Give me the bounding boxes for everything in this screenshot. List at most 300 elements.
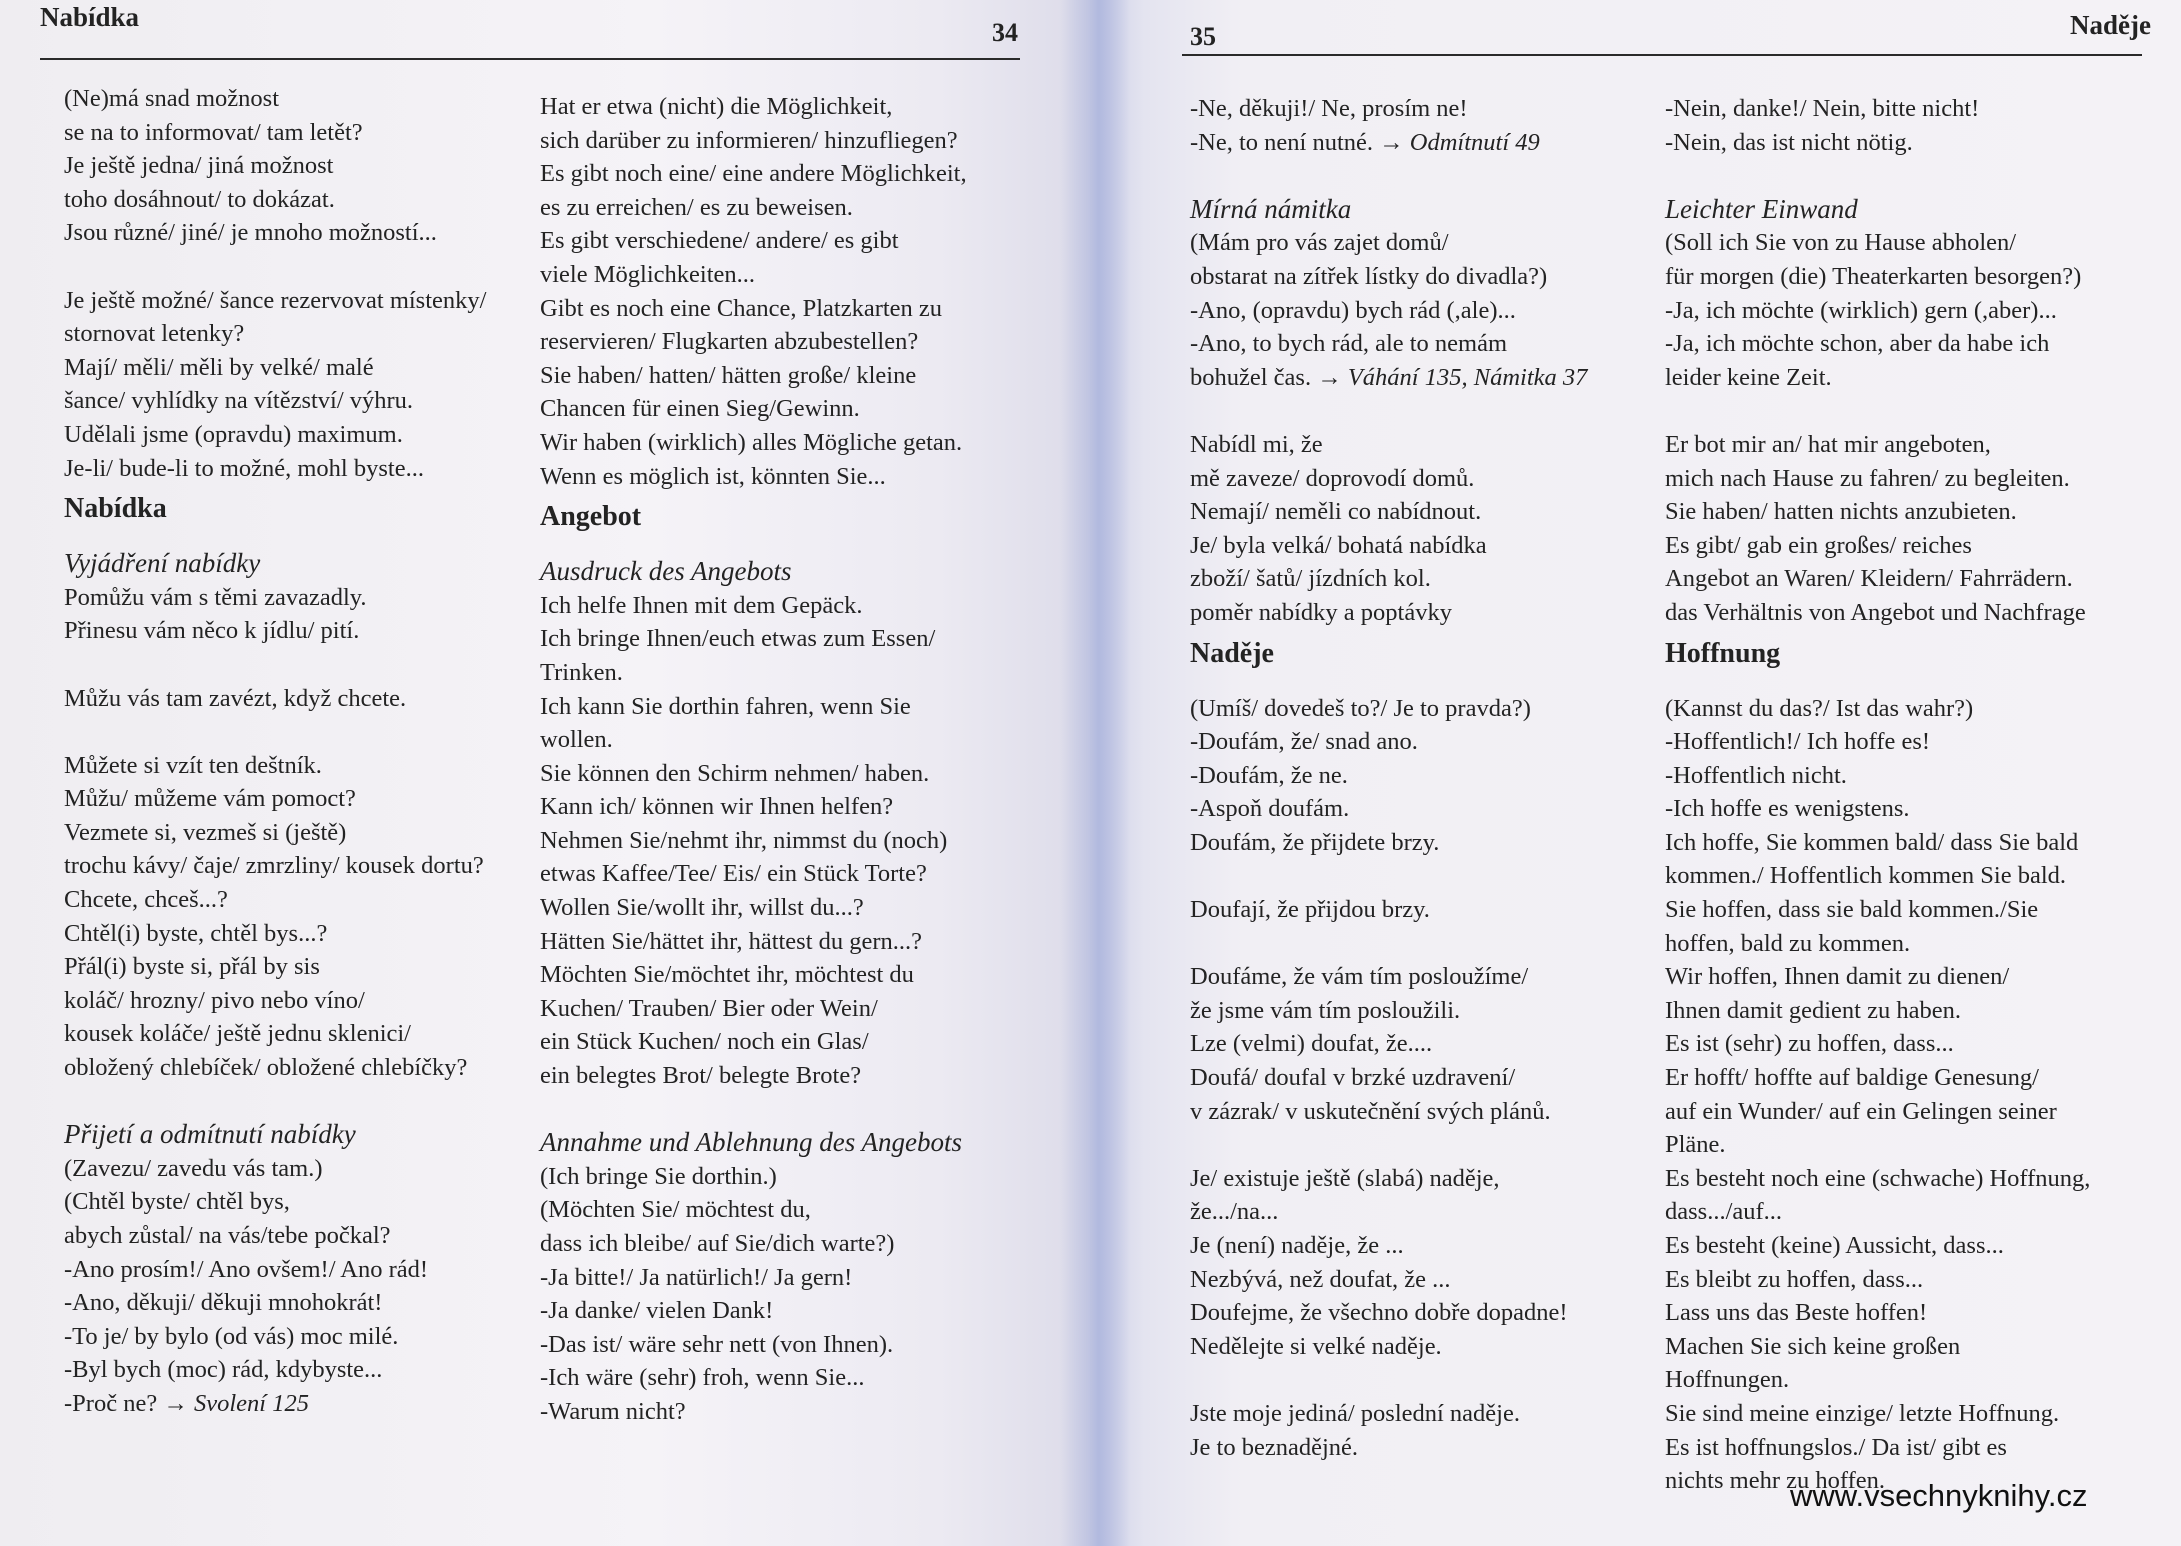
phrase-line (1190, 495, 1650, 529)
phrase-text: Pomůžu vám s těmi zavazadly. (64, 583, 367, 611)
phrase-line (1665, 1263, 2145, 1297)
phrase-line (1665, 428, 2145, 462)
phrase-text: Jsou různé/ jiné/ je mnoho možností... (64, 219, 437, 247)
phrase-text: Přinesu vám něco k jídlu/ pití. (64, 617, 360, 645)
phrase-text: hoffen, bald zu kommen. (1665, 929, 1911, 957)
phrase-text: Je/ byla velká/ bohatá nabídka (1190, 531, 1487, 559)
phrase-line (64, 1286, 524, 1320)
blank-line (1190, 1363, 1650, 1397)
phrase-line (64, 116, 524, 150)
phrase-line (1190, 92, 1650, 126)
phrase-line (1665, 1363, 2145, 1397)
phrase-line (64, 1253, 524, 1287)
phrase-line (1665, 1397, 2145, 1431)
phrase-text: Pläne. (1665, 1131, 1726, 1159)
phrase-line (1665, 1162, 2145, 1196)
phrase-line (1665, 859, 2145, 893)
phrase-line (64, 749, 524, 783)
phrase-text: das Verhältnis von Angebot und Nachfrage (1665, 598, 2086, 626)
phrase-text: Sie können den Schirm nehmen/ haben. (540, 759, 930, 787)
phrase-text: Wir haben (wirklich) alles Mögliche getan. (540, 428, 963, 456)
phrase-line (540, 1361, 1020, 1395)
phrase-text: Nehmen Sie/nehmt ihr, nimmst du (noch) (540, 826, 948, 854)
subsection-heading (540, 1126, 1020, 1160)
phrase-line (64, 284, 524, 318)
phrase-text: viele Möglichkeiten... (540, 260, 755, 288)
left-czech-column (64, 82, 524, 1421)
phrase-text: abych zůstal/ na vás/tebe počkal? (64, 1222, 391, 1249)
blank-line (1190, 927, 1650, 961)
phrase-text: že jsme vám tím posloužili. (1190, 996, 1461, 1024)
phrase-text: Přijetí a odmítnutí nabídky (64, 1119, 356, 1150)
phrase-text: -Doufám, že ne. (1190, 761, 1348, 789)
phrase-text: Ich hoffe, Sie kommen bald/ dass Sie bald (1665, 828, 2079, 856)
phrase-line (540, 1193, 1020, 1227)
section-heading (1190, 636, 1650, 672)
phrase-line (540, 891, 1020, 925)
phrase-text: Přál(i) byste si, přál by sis (64, 953, 320, 981)
phrase-line (1190, 126, 1650, 160)
phrase-text: -Ja, ich möchte (wirklich) gern (,aber)... (1665, 296, 2057, 324)
phrase-line (540, 90, 1020, 124)
phrase-line (1665, 826, 2145, 860)
phrase-text: leider keine Zeit. (1665, 363, 1832, 391)
section-heading (1665, 636, 2145, 672)
phrase-line (64, 849, 524, 883)
phrase-text: Udělali jsme (opravdu) maximum. (64, 420, 403, 448)
phrase-text: Je to beznadějné. (1190, 1433, 1359, 1461)
phrase-line (1190, 529, 1650, 563)
phrase-text: -Ja danke/ vielen Dank! (540, 1297, 774, 1325)
phrase-text: Vezmete si, vezmeš si (ještě) (64, 818, 347, 846)
phrase-text: Je-li/ bude-li to možné, mohl byste... (64, 454, 424, 482)
phrase-line (1190, 826, 1650, 860)
phrase-text: Vyjádření nabídky (64, 548, 261, 579)
phrase-text: Es besteht noch eine (schwache) Hoffnung, (1665, 1164, 2091, 1192)
phrase-text: auf ein Wunder/ auf ein Gelingen seiner (1665, 1097, 2057, 1125)
phrase-text: se na to informovat/ tam letět? (64, 118, 363, 146)
phrase-line (540, 359, 1020, 393)
phrase-text: Machen Sie sich keine großen (1665, 1332, 1961, 1360)
phrase-text: Es bleibt zu hoffen, dass... (1665, 1265, 1924, 1293)
phrase-line (1665, 759, 2145, 793)
phrase-text: für morgen (die) Theaterkarten besorgen?) (1665, 262, 2082, 290)
phrase-line (540, 1059, 1020, 1093)
phrase-text: Je ještě jedna/ jiná možnost (64, 152, 334, 180)
phrase-text: sich darüber zu informieren/ hinzufliegen? (540, 126, 958, 154)
phrase-text: -Ano, děkuji/ děkuji mnohokrát! (64, 1289, 383, 1317)
phrase-text: Je/ existuje ještě (slabá) naděje, (1190, 1164, 1500, 1192)
phrase-line (1665, 1128, 2145, 1162)
phrase-text: Ich bringe Ihnen/euch etwas zum Essen/ (540, 625, 936, 653)
phrase-line (1665, 893, 2145, 927)
phrase-text: Wenn es möglich ist, könnten Sie... (540, 462, 886, 490)
phrase-line (64, 82, 524, 116)
phrase-line (1665, 1027, 2145, 1061)
phrase-line (1665, 960, 2145, 994)
phrase-text: dass.../auf... (1665, 1198, 1783, 1226)
phrase-line (1190, 361, 1650, 395)
left-page-number: 34 (992, 18, 1018, 47)
phrase-text: koláč/ hrozny/ pivo nebo víno/ (64, 986, 365, 1014)
phrase-line (540, 1395, 1020, 1429)
phrase-line (1190, 1296, 1650, 1330)
phrase-text: Hoffnungen. (1665, 1366, 1790, 1394)
phrase-text: (Chtěl byste/ chtěl bys, (64, 1188, 290, 1216)
phrase-line (1190, 1229, 1650, 1263)
phrase-line (1190, 1263, 1650, 1297)
phrase-line (64, 1320, 524, 1354)
phrase-line (540, 857, 1020, 891)
blank-line (1190, 394, 1650, 428)
phrase-line (1190, 1027, 1650, 1061)
phrase-text: -Nein, das ist nicht nötig. (1665, 128, 1913, 156)
left-german-column (540, 90, 1020, 1429)
phrase-line (1190, 1061, 1650, 1095)
phrase-text: Můžete si vzít ten deštník. (64, 751, 322, 779)
right-czech-column (1190, 92, 1650, 1464)
phrase-line (1190, 226, 1650, 260)
blank-line (64, 715, 524, 749)
phrase-text: Möchten Sie/möchtet ihr, möchtest du (540, 961, 914, 989)
phrase-line (1665, 725, 2145, 759)
phrase-text: Kuchen/ Trauben/ Bier oder Wein/ (540, 994, 878, 1022)
phrase-line (1190, 1095, 1650, 1129)
phrase-text: Mají/ měli/ měli by velké/ malé (64, 353, 374, 381)
phrase-line (540, 1227, 1020, 1261)
phrase-text: Angebot (540, 501, 642, 533)
phrase-line (64, 452, 524, 486)
phrase-text: Doufejme, že všechno dobře dopadne! (1190, 1299, 1568, 1327)
subsection-heading (64, 1118, 524, 1152)
phrase-line (1190, 792, 1650, 826)
blank-line (1665, 394, 2145, 428)
phrase-line (64, 917, 524, 951)
phrase-text: es zu erreichen/ es zu beweisen. (540, 193, 853, 221)
phrase-text: Můžu vás tam zavézt, když chcete. (64, 684, 407, 712)
phrase-line (1665, 596, 2145, 630)
phrase-line (1190, 725, 1650, 759)
phrase-text: Doufáme, že vám tím posloužíme/ (1190, 963, 1529, 991)
phrase-line (1665, 1229, 2145, 1263)
phrase-text: (Ne)má snad možnost (64, 85, 279, 112)
phrase-text: Es gibt noch eine/ eine andere Möglichkeit, (540, 160, 967, 188)
phrase-line (1665, 226, 2145, 260)
phrase-text: -To je/ by bylo (od vás) moc milé. (64, 1322, 399, 1350)
left-header-rule (40, 58, 1020, 60)
phrase-line (1665, 927, 2145, 961)
phrase-text: trochu kávy/ čaje/ zmrzliny/ kousek dortu? (64, 852, 484, 880)
phrase-text: Sie haben/ hatten nichts anzubieten. (1665, 498, 2017, 526)
phrase-text: dass ich bleibe/ auf Sie/dich warte?) (540, 1230, 895, 1257)
phrase-text: kousek koláče/ ještě jednu sklenici/ (64, 1020, 411, 1048)
phrase-text: mich nach Hause zu fahren/ zu begleiten. (1665, 464, 2070, 492)
phrase-text: Hat er etwa (nicht) die Möglichkeit, (540, 93, 893, 120)
phrase-text: Lze (velmi) doufat, že.... (1190, 1030, 1433, 1058)
phrase-line (540, 656, 1020, 690)
left-page (0, 0, 1090, 1546)
right-page-number: 35 (1190, 22, 1216, 51)
phrase-line (64, 351, 524, 385)
phrase-line (1190, 462, 1650, 496)
phrase-line (540, 1261, 1020, 1295)
cross-reference: → Svolení 125 (163, 1389, 309, 1417)
phrase-line (1190, 960, 1650, 994)
phrase-line (540, 392, 1020, 426)
phrase-text: -Ano, to bych rád, ale to nemám (1190, 330, 1508, 358)
phrase-text: -Ne, děkuji!/ Ne, prosím ne! (1190, 95, 1468, 122)
phrase-text: šance/ vyhlídky na vítězství/ výhru. (64, 387, 414, 415)
phrase-text: -Byl bych (moc) rád, kdybyste... (64, 1356, 383, 1384)
phrase-line (1190, 1330, 1650, 1364)
phrase-text: -Warum nicht? (540, 1397, 686, 1425)
phrase-line (540, 191, 1020, 225)
phrase-text: Jste moje jediná/ poslední naděje. (1190, 1399, 1520, 1427)
phrase-line (64, 1051, 524, 1085)
phrase-line (1190, 1431, 1650, 1465)
phrase-line (540, 1025, 1020, 1059)
phrase-text: Chcete, chceš...? (64, 886, 228, 914)
phrase-text: že.../na... (1190, 1198, 1279, 1226)
phrase-line (1665, 1061, 2145, 1095)
phrase-text: (Ich bringe Sie dorthin.) (540, 1162, 777, 1190)
phrase-text: Mírná námitka (1190, 193, 1352, 224)
phrase-text: Wollen Sie/wollt ihr, willst du...? (540, 894, 864, 922)
phrase-text: -Das ist/ wäre sehr nett (von Ihnen). (540, 1330, 894, 1358)
phrase-text: Hoffnung (1665, 637, 1781, 669)
phrase-line (1665, 562, 2145, 596)
phrase-line (64, 418, 524, 452)
phrase-text: Chancen für einen Sieg/Gewinn. (540, 395, 860, 423)
subsection-heading (64, 547, 524, 581)
blank-line (1665, 159, 2145, 193)
phrase-line (64, 682, 524, 716)
phrase-text: Wir hoffen, Ihnen damit zu dienen/ (1665, 963, 2010, 991)
right-page (1090, 0, 2181, 1546)
phrase-line (1665, 529, 2145, 563)
phrase-text: -Ich wäre (sehr) froh, wenn Sie... (540, 1364, 865, 1392)
phrase-text: obstarat na zítřek lístky do divadla?) (1190, 262, 1548, 290)
phrase-line (540, 292, 1020, 326)
phrase-text: (Mám pro vás zajet domů/ (1190, 229, 1449, 257)
phrase-line (1665, 1296, 2145, 1330)
section-heading (64, 491, 524, 527)
phrase-line (540, 690, 1020, 724)
phrase-text: Es ist (sehr) zu hoffen, dass... (1665, 1030, 1954, 1058)
phrase-line (1190, 893, 1650, 927)
phrase-line (64, 950, 524, 984)
phrase-text: Gibt es noch eine Chance, Platzkarten zu (540, 294, 943, 322)
phrase-line (1665, 1095, 2145, 1129)
phrase-text: Ich helfe Ihnen mit dem Gepäck. (540, 591, 863, 619)
phrase-text: bohužel čas. (1190, 363, 1318, 391)
phrase-text: Doufá/ doufal v brzké uzdravení/ (1190, 1064, 1516, 1092)
phrase-line (1190, 692, 1650, 726)
phrase-line (64, 183, 524, 217)
subsection-heading (1665, 193, 2145, 227)
phrase-text: Doufají, že přijdou brzy. (1190, 896, 1430, 924)
phrase-text: stornovat letenky? (64, 320, 245, 348)
phrase-line (1665, 1431, 2145, 1465)
phrase-line (540, 992, 1020, 1026)
phrase-text: Trinken. (540, 658, 623, 686)
phrase-text: Chtěl(i) byste, chtěl bys...? (64, 919, 328, 947)
phrase-text: (Soll ich Sie von zu Hause abholen/ (1665, 229, 2017, 257)
phrase-line (540, 460, 1020, 494)
phrase-text: -Ne, to není nutné. (1190, 128, 1380, 156)
phrase-line (64, 216, 524, 250)
blank-line (1190, 1128, 1650, 1162)
phrase-line (540, 757, 1020, 791)
phrase-line (540, 426, 1020, 460)
phrase-line (1665, 1330, 2145, 1364)
phrase-line (1190, 428, 1650, 462)
phrase-line (540, 1294, 1020, 1328)
phrase-line (1665, 692, 2145, 726)
phrase-text: Hätten Sie/hättet ihr, hättest du gern...? (540, 927, 923, 955)
phrase-line (64, 984, 524, 1018)
phrase-line (1190, 1162, 1650, 1196)
phrase-text: Nezbývá, než doufat, že ... (1190, 1265, 1451, 1293)
blank-line (1190, 859, 1650, 893)
phrase-text: poměr nabídky a poptávky (1190, 598, 1452, 626)
phrase-line (64, 1353, 524, 1387)
phrase-text: nichts mehr zu hoffen. (1665, 1467, 1885, 1495)
phrase-text: Ich kann Sie dorthin fahren, wenn Sie (540, 692, 911, 720)
phrase-line (1665, 126, 2145, 160)
phrase-text: kommen./ Hoffentlich kommen Sie bald. (1665, 862, 2067, 890)
phrase-line (540, 124, 1020, 158)
phrase-text: Ihnen damit gedient zu haben. (1665, 996, 1961, 1024)
phrase-line (64, 614, 524, 648)
phrase-line (64, 1387, 524, 1421)
phrase-line (64, 782, 524, 816)
phrase-text: Je ještě možné/ šance rezervovat místenky/ (64, 286, 487, 314)
phrase-text: Naděje (1190, 637, 1274, 669)
subsection-heading (1190, 193, 1650, 227)
cross-reference: → Odmítnutí 49 (1379, 128, 1540, 156)
phrase-text: (Zavezu/ zavedu vás tam.) (64, 1154, 323, 1182)
phrase-text: Sie hoffen, dass sie bald kommen./Sie (1665, 896, 2039, 924)
phrase-line (540, 622, 1020, 656)
phrase-line (1190, 260, 1650, 294)
phrase-line (540, 325, 1020, 359)
phrase-line (540, 1328, 1020, 1362)
phrase-text: -Aspoň doufám. (1190, 795, 1350, 823)
phrase-line (1665, 495, 2145, 529)
phrase-line (1190, 759, 1650, 793)
left-running-head: Nabídka (40, 2, 140, 32)
phrase-text: -Nein, danke!/ Nein, bitte nicht! (1665, 95, 1980, 122)
phrase-line (1665, 260, 2145, 294)
phrase-line (1665, 462, 2145, 496)
phrase-line (1190, 1397, 1650, 1431)
phrase-text: Nemají/ neměli co nabídnout. (1190, 498, 1482, 526)
phrase-line (64, 1219, 524, 1253)
phrase-line (64, 317, 524, 351)
phrase-line (1665, 327, 2145, 361)
phrase-text: Es gibt verschiedene/ andere/ es gibt (540, 227, 899, 255)
phrase-text: Angebot an Waren/ Kleidern/ Fahrrädern. (1665, 565, 2073, 593)
phrase-text: wollen. (540, 726, 613, 754)
phrase-line (1190, 294, 1650, 328)
right-running-head: Naděje (2070, 10, 2151, 40)
phrase-text: Můžu/ můžeme vám pomoct? (64, 785, 356, 813)
phrase-text: -Hoffentlich nicht. (1665, 761, 1847, 789)
phrase-text: (Kannst du das?/ Ist das wahr?) (1665, 694, 1974, 722)
phrase-text: Er bot mir an/ hat mir angeboten, (1665, 430, 1991, 458)
phrase-text: Ausdruck des Angebots (540, 556, 792, 587)
phrase-text: ein Stück Kuchen/ noch ein Glas/ (540, 1028, 869, 1056)
section-heading (540, 499, 1020, 535)
phrase-text: zboží/ šatů/ jízdních kol. (1190, 565, 1431, 593)
phrase-line (1190, 562, 1650, 596)
right-german-column (1665, 92, 2145, 1498)
phrase-line (1665, 361, 2145, 395)
subsection-heading (540, 555, 1020, 589)
phrase-text: Es ist hoffnungslos./ Da ist/ gibt es (1665, 1433, 2007, 1461)
phrase-text: v zázrak/ v uskutečnění svých plánů. (1190, 1097, 1551, 1125)
phrase-line (540, 157, 1020, 191)
phrase-line (1190, 596, 1650, 630)
phrase-text: -Ich hoffe es wenigstens. (1665, 795, 1910, 823)
phrase-text: Er hofft/ hoffte auf baldige Genesung/ (1665, 1064, 2039, 1092)
phrase-text: Es besteht (keine) Aussicht, dass... (1665, 1232, 2004, 1259)
phrase-text: -Doufám, že/ snad ano. (1190, 728, 1418, 756)
phrase-line (540, 958, 1020, 992)
right-header-rule (1182, 54, 2142, 56)
phrase-text: Leichter Einwand (1665, 193, 1858, 224)
blank-line (64, 1085, 524, 1119)
blank-line (540, 1093, 1020, 1127)
phrase-text: Je (není) naděje, že ... (1190, 1232, 1404, 1259)
phrase-line (540, 824, 1020, 858)
phrase-text: Lass uns das Beste hoffen! (1665, 1299, 1928, 1327)
phrase-text: Doufám, že přijdete brzy. (1190, 828, 1440, 856)
phrase-line (540, 723, 1020, 757)
phrase-text: etwas Kaffee/Tee/ Eis/ ein Stück Torte? (540, 860, 927, 888)
phrase-line (1190, 1195, 1650, 1229)
phrase-text: toho dosáhnout/ to dokázat. (64, 185, 335, 213)
phrase-line (540, 925, 1020, 959)
phrase-text: Nabídka (64, 493, 167, 525)
phrase-line (64, 384, 524, 418)
phrase-text: -Ja bitte!/ Ja natürlich!/ Ja gern! (540, 1263, 853, 1291)
phrase-text: ein belegtes Brot/ belegte Brote? (540, 1062, 862, 1090)
phrase-line (540, 790, 1020, 824)
phrase-text: -Hoffentlich!/ Ich hoffe es! (1665, 728, 1931, 756)
phrase-text: -Ja, ich möchte schon, aber da habe ich (1665, 330, 2050, 358)
phrase-text: Sie haben/ hatten/ hätten große/ kleine (540, 361, 917, 389)
blank-line (1190, 159, 1650, 193)
phrase-text: mě zaveze/ doprovodí domů. (1190, 464, 1475, 492)
phrase-line (64, 1152, 524, 1186)
phrase-text: reservieren/ Flugkarten abzubestellen? (540, 328, 919, 356)
phrase-line (540, 258, 1020, 292)
phrase-text: Nedělejte si velké naděje. (1190, 1332, 1442, 1360)
phrase-text: Kann ich/ können wir Ihnen helfen? (540, 793, 894, 821)
blank-line (64, 648, 524, 682)
phrase-text: Sie sind meine einzige/ letzte Hoffnung. (1665, 1399, 2060, 1427)
phrase-text: -Proč ne? (64, 1389, 164, 1417)
phrase-line (64, 1185, 524, 1219)
phrase-text: (Möchten Sie/ möchtest du, (540, 1196, 811, 1224)
phrase-text: Es gibt/ gab ein großes/ reiches (1665, 531, 1972, 559)
phrase-text: Annahme und Ablehnung des Angebots (540, 1127, 962, 1158)
phrase-text: -Ano prosím!/ Ano ovšem!/ Ano rád! (64, 1255, 429, 1283)
phrase-line (1665, 1195, 2145, 1229)
phrase-text: obložený chlebíček/ obložené chlebíčky? (64, 1054, 468, 1082)
